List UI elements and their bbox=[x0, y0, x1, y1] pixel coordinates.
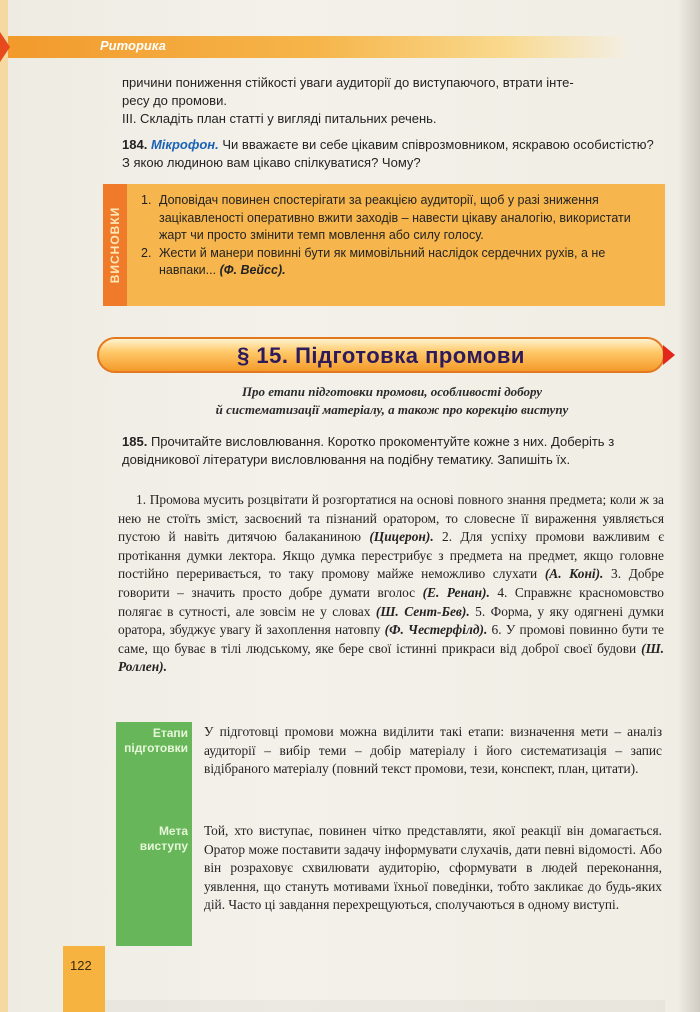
task-185 bbox=[122, 433, 664, 469]
quote-author: (Е. Ренан). bbox=[422, 584, 490, 600]
label-line: підготовки bbox=[124, 741, 188, 755]
label-line: виступу bbox=[139, 839, 188, 853]
quote-text: 2. Для успіху промови важливим є протікання думки лектора. Якщо думка перестрибує з предмета на предмет, якщо головне постійно переривається, то таку промову майже неможливо слухати bbox=[118, 529, 664, 582]
page-edge-strip bbox=[0, 0, 8, 1012]
quote-author: (Цицерон). bbox=[369, 529, 434, 545]
quote-text: 4. Справжнє красномовство полягає в сутності, але зовсім не у словах bbox=[118, 584, 664, 619]
item-body: Жести й манери повинні бути як мимовільний наслідок сердечних рухів, а не навпаки... bbox=[159, 245, 606, 277]
conclusions-label-strip bbox=[103, 184, 127, 306]
book-spine-shadow bbox=[678, 0, 700, 1012]
quote-text: 3. Добре говорити – значить просто добре думати вголос bbox=[118, 566, 664, 600]
quote-author: (Ф. Честерфілд). bbox=[384, 622, 488, 638]
header-marker-icon bbox=[0, 32, 10, 62]
section-pointer-icon bbox=[663, 345, 675, 365]
item-number: 1. bbox=[141, 193, 152, 207]
running-header-title: Риторика bbox=[100, 38, 166, 53]
conclusions-list bbox=[141, 192, 659, 280]
page-number: 122 bbox=[70, 958, 92, 973]
intro-line: III. Складіть план статті у вигляді питальних речень. bbox=[122, 111, 437, 126]
section-subtitle bbox=[122, 383, 662, 419]
section-banner bbox=[97, 337, 665, 373]
item-citation: (Ф. Вейсс). bbox=[219, 263, 286, 277]
subtitle-line: й систематизації матеріалу, а також про корекцію виступу bbox=[215, 402, 569, 417]
list-item bbox=[141, 245, 659, 280]
task-184 bbox=[122, 136, 662, 172]
stages-paragraph: У підготовці промови можна виділити такі етапи: визначення мети – аналіз аудиторії – вибір теми – добір матеріалу і його систематизація – запис відібраного матеріалу (повний текст промови, тези, конспект, план, цитати). bbox=[204, 724, 662, 777]
task-number: 184. bbox=[122, 137, 148, 152]
item-text bbox=[159, 245, 659, 280]
task-text: Чи вважаєте ви себе цікавим співрозмовником, яскравою особистістю? З якою людиною вам цікаво спілкуватися? Чому? bbox=[122, 137, 654, 170]
quotes-paragraph bbox=[118, 491, 664, 677]
goal-paragraph: Той, хто виступає, повинен чітко представляти, якої реакції він домагається. Оратор може поставити задачу інформувати слухачів, дати певні відомості. Або він розраховує схвилювати аудиторію, сформувати в людей переконання, уявлення, що стануть мотивами їхньої поведінки, тобто закликає до будь-яких дій. Часто ці завдання перехрещуються, сполучаються в одному виступі. bbox=[204, 823, 662, 913]
conclusions-box bbox=[103, 184, 665, 306]
quote-author: (Ш. Роллен). bbox=[118, 640, 664, 675]
item-number: 2. bbox=[141, 245, 152, 260]
quote-author: (А. Коні). bbox=[544, 566, 604, 582]
conclusions-label: ВИСНОВКИ bbox=[108, 206, 122, 284]
label-line: Мета bbox=[158, 824, 188, 838]
intro-line: причини пониження стійкості уваги аудиторії до виступаючого, втрати інте- bbox=[122, 75, 574, 90]
item-text: Доповідач повинен спостерігати за реакцією аудиторії, щоб у разі зниження зацікавленості оперативно вжити заходів – навести цікаву аналогію, використати жарт чи просто змінити темп мовлення або силу голосу. bbox=[159, 193, 631, 242]
quote-text: 1. Промова мусить розцвітати й розгортатися на основі повного знання предмета; коли ж за нею не стоїть зміст, засвоєний та пізнаний оратором, то словесне її вираження уявляється пустою й навіть дитячою балаканиною bbox=[118, 492, 664, 545]
quote-author: (Ш. Сент-Бев). bbox=[375, 603, 470, 619]
section-title: § 15. Підготовка промови bbox=[237, 343, 525, 368]
intro-line: ресу до промови. bbox=[122, 93, 227, 108]
intro-text bbox=[122, 74, 662, 128]
label-line: Етапи bbox=[152, 726, 188, 740]
task-text: Прочитайте висловлювання. Коротко прокоментуйте кожне з них. Доберіть з довідникової літератури висловлювання на подібну тематику. Запишіть їх. bbox=[122, 434, 615, 467]
quote-text: 6. У промові повинно бути те саме, що буває в тілі людському, яке бере свої істинні прикраси від доброї своєї будови bbox=[118, 622, 664, 656]
goal-label bbox=[140, 824, 188, 854]
task-number: 185. bbox=[122, 434, 148, 449]
subtitle-line: Про етапи підготовки промови, особливості добору bbox=[241, 384, 543, 399]
task-keyword: Мікрофон. bbox=[150, 137, 219, 152]
quote-text: 5. Форма, у яку одягнені думки оратора, збуджує увагу й захоплення натовпу bbox=[118, 603, 664, 638]
side-labels-box bbox=[116, 722, 192, 946]
footer-shadow bbox=[105, 1000, 665, 1012]
page-number-tab bbox=[63, 946, 105, 1012]
list-item bbox=[141, 192, 659, 245]
stages-label bbox=[124, 726, 188, 756]
